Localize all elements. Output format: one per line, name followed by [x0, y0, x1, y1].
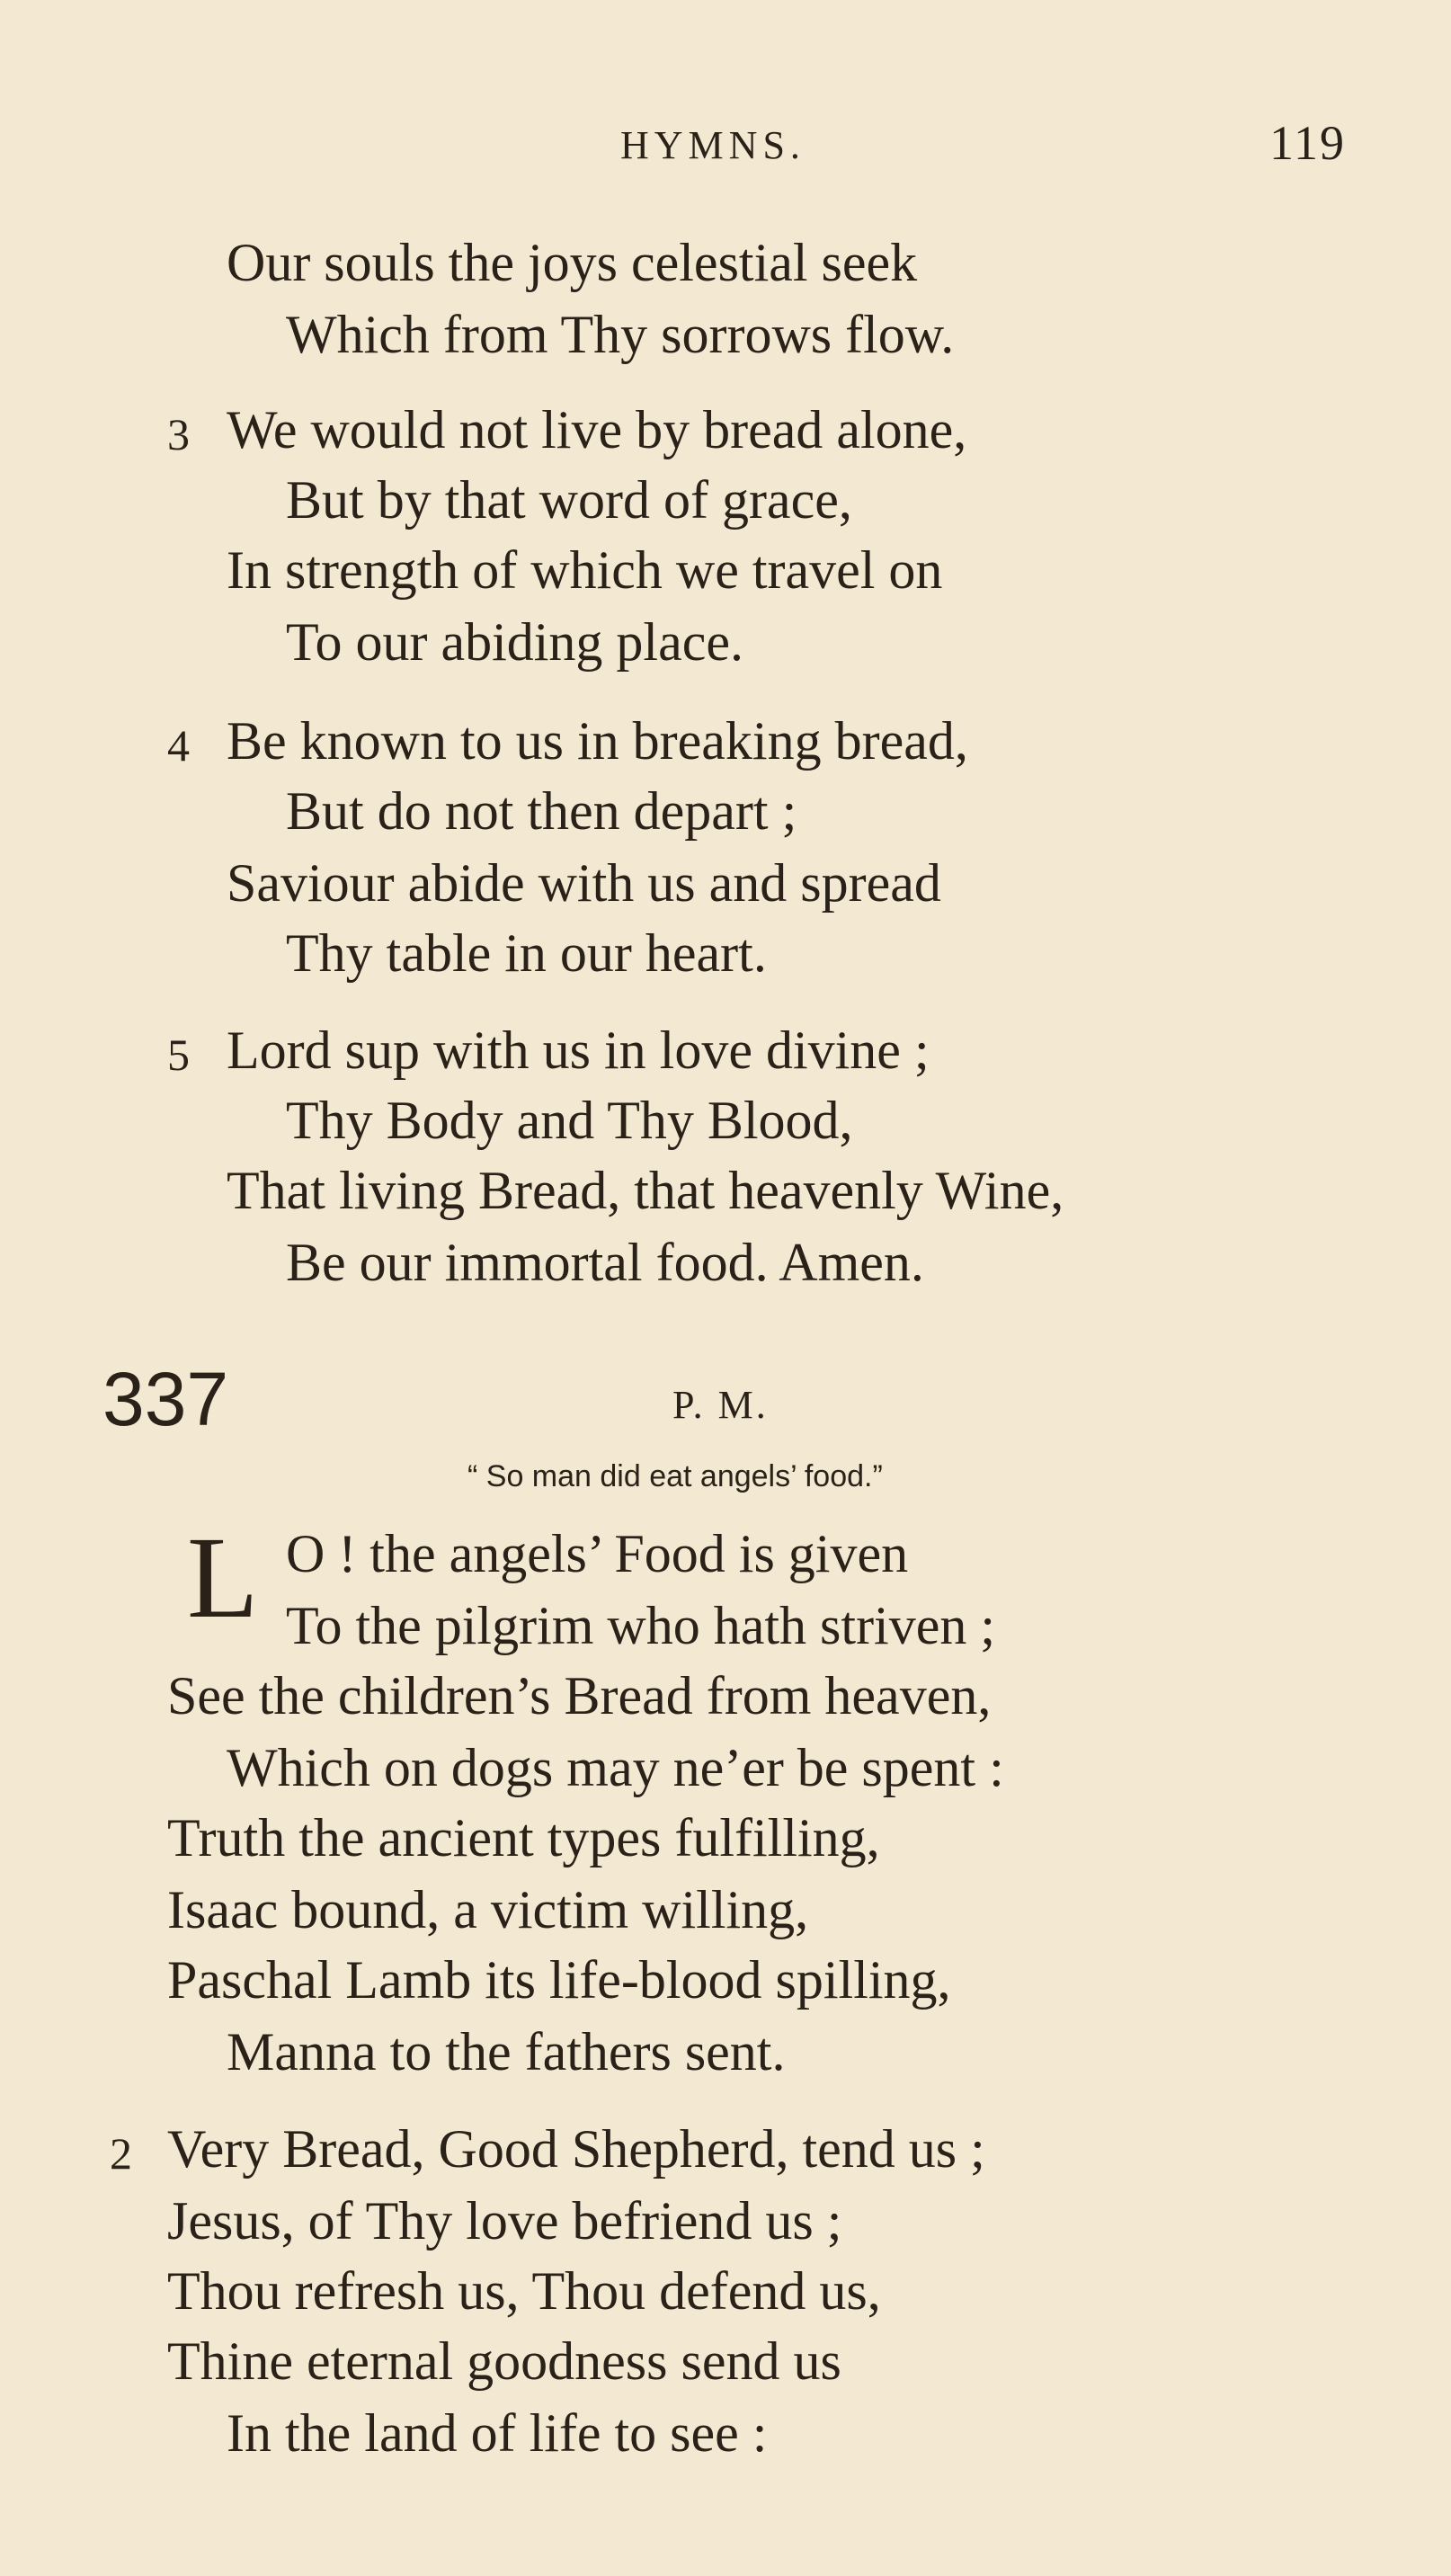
running-header: HYMNS. — [620, 123, 806, 167]
hymn-line: Paschal Lamb its life-blood spilling, — [167, 1950, 951, 2010]
hymn-meter: P. M. — [672, 1383, 769, 1427]
epigraph: “ So man did eat angels’ food.” — [467, 1459, 883, 1493]
hymn-line: Thy table in our heart. — [286, 923, 767, 983]
hymn-line: In strength of which we travel on — [227, 540, 943, 600]
hymn-line: But do not then depart ; — [286, 781, 797, 841]
hymn-line: Be our immortal food. Amen. — [286, 1233, 924, 1292]
hymn-line: To our abiding place. — [286, 612, 743, 672]
hymn-line: Be known to us in breaking bread, — [227, 711, 968, 771]
hymn-line: O ! the angels’ Food is given — [286, 1524, 909, 1583]
verse-number: 2 — [110, 2128, 132, 2179]
hymn-line: In the land of life to see : — [227, 2403, 768, 2463]
hymn-line: Lord sup with us in love divine ; — [227, 1021, 930, 1080]
hymn-line: Isaac bound, a victim willing, — [167, 1880, 809, 1939]
hymn-number: 337 — [102, 1357, 229, 1441]
hymn-line: Which on dogs may ne’er be spent : — [227, 1738, 1004, 1797]
hymn-line: Saviour abide with us and spread — [227, 853, 941, 913]
hymn-line: Manna to the fathers sent. — [227, 2022, 786, 2081]
hymn-line: See the children’s Bread from heaven, — [167, 1666, 992, 1725]
hymn-line: Thy Body and Thy Blood, — [286, 1091, 853, 1150]
hymn-line: We would not live by bread alone, — [227, 400, 967, 459]
hymn-line: That living Bread, that heavenly Wine, — [227, 1161, 1064, 1220]
hymn-line: Thou refresh us, Thou defend us, — [167, 2261, 881, 2321]
drop-cap: L — [187, 1513, 259, 1643]
hymn-line: Thine eternal goodness send us — [167, 2331, 841, 2391]
verse-number: 4 — [167, 720, 190, 771]
verse-number: 3 — [167, 409, 190, 459]
verse-number: 5 — [167, 1030, 190, 1080]
page-number: 119 — [1269, 116, 1346, 170]
hymn-line: Jesus, of Thy love befriend us ; — [167, 2191, 842, 2251]
hymn-line: To the pilgrim who hath striven ; — [286, 1596, 996, 1655]
hymn-line: Our souls the joys celestial seek — [227, 233, 918, 292]
hymn-line: Which from Thy sorrows flow. — [286, 305, 955, 364]
hymn-line: But by that word of grace, — [286, 470, 852, 530]
hymn-line: Very Bread, Good Shepherd, tend us ; — [167, 2119, 985, 2179]
hymn-line: Truth the ancient types fulfilling, — [167, 1808, 880, 1867]
